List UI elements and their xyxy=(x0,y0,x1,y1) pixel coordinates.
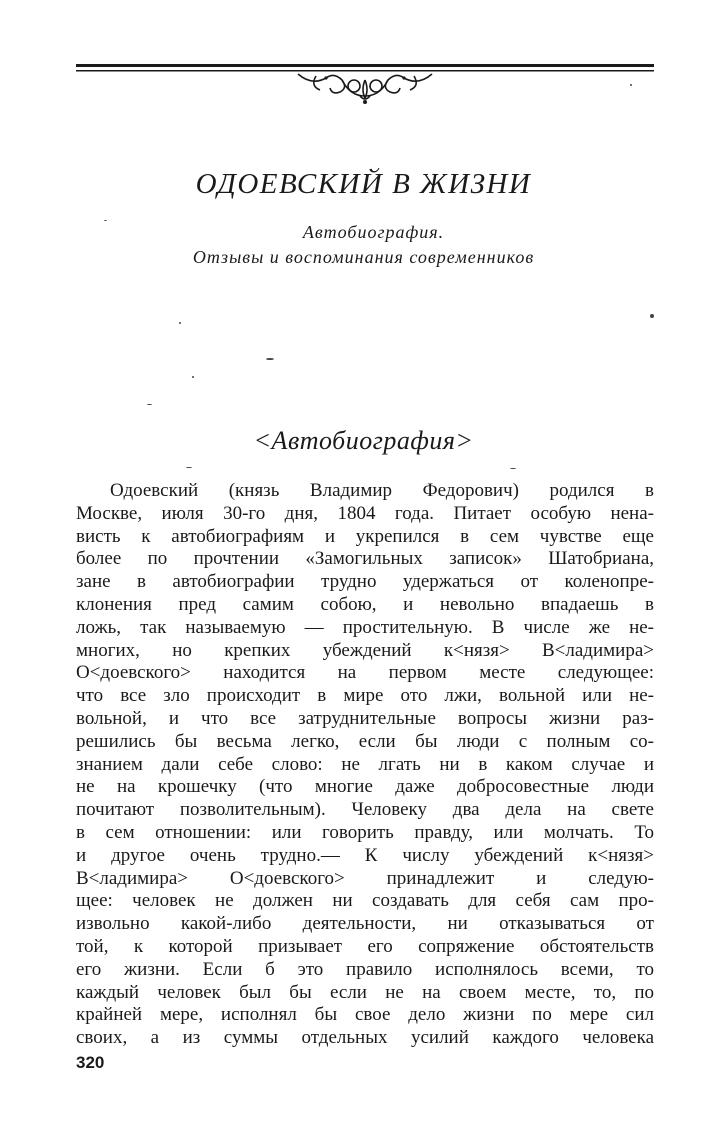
text-line: многих, но крепких убеждений к<нязя> В<ладимира> xyxy=(76,639,654,661)
print-speck xyxy=(266,358,274,360)
print-speck xyxy=(179,322,181,324)
ornament-vignette-icon xyxy=(76,56,654,112)
text-line: висть к автобиографиям и укрепился в сем чувстве еще xyxy=(76,525,654,547)
text-line: что все зло происходит в мире ото лжи, вольной или не- xyxy=(76,685,654,707)
text-line: не на крошечку (что многие даже добросовестные люди xyxy=(76,776,654,798)
text-line: его жизни. Если б это правило исполнялось всеми, то xyxy=(76,958,654,980)
text-line: знанием дали себе слово: не лгать ни в каком случае и xyxy=(76,753,654,775)
print-speck xyxy=(510,468,516,469)
text-line: и другое очень трудно.— К числу убеждений к<нязя> xyxy=(76,844,654,866)
text-line: своих, а из суммы отдельных усилий каждого человека xyxy=(76,1027,654,1049)
text-line: почитают позволительным). Человеку два дела на свете xyxy=(76,799,654,821)
text-line: извольно какой-либо деятельности, ни отказываться от xyxy=(76,913,654,935)
print-speck xyxy=(104,220,107,221)
text-line: ложь, так называемую — простительную. В числе же не- xyxy=(76,616,654,638)
text-line: Одоевский (князь Владимир Федорович) родился в xyxy=(110,480,654,501)
text-line: более по прочтении «Замогильных записок» Шатобриана, xyxy=(76,548,654,570)
text-line: щее: человек не должен ни создавать для себя сам про- xyxy=(76,890,654,912)
ornamental-header-band xyxy=(76,56,654,112)
print-speck xyxy=(147,404,152,405)
text-line: В<ладимира> О<доевского> принадлежит и следую- xyxy=(76,867,654,889)
print-speck xyxy=(186,467,192,468)
text-line: вольной, и что все затруднительные вопросы жизни раз- xyxy=(76,707,654,729)
text-line: каждый человек был бы если не на своем месте, то, по xyxy=(76,981,654,1003)
text-line: Москве, июля 30-го дня, 1804 года. Питает особую нена- xyxy=(76,502,654,524)
text-line: решились бы весьма легко, если бы люди с полным со- xyxy=(76,730,654,752)
text-line: зане в автобиографии трудно удержаться от коленопре- xyxy=(76,571,654,593)
page-number: 320 xyxy=(76,1053,105,1072)
text-line: О<доевского> находится на первом месте следующее: xyxy=(76,662,654,684)
print-speck xyxy=(630,84,632,86)
text-line: клонения пред самим собою, и невольно впадаешь в xyxy=(76,593,654,615)
text-line: той, к которой призывает его сопряжение обстоятельств xyxy=(76,935,654,957)
chapter-heading: ОДОЕВСКИЙ В ЖИЗНИ xyxy=(195,168,532,200)
subtitle-line-2: Отзывы и воспоминания современников xyxy=(192,247,535,267)
text-line: в сем отношении: или говорить правду, или молчать. То xyxy=(76,821,654,843)
print-speck xyxy=(650,314,654,318)
subtitle-line-1: Автобиография. xyxy=(302,222,445,242)
body-paragraph xyxy=(76,480,654,1050)
text-line: крайней мере, исполнял бы свое дело жизни по мере сил xyxy=(76,1004,654,1026)
section-title: <Автобиография> xyxy=(253,426,474,455)
print-speck xyxy=(192,376,194,378)
